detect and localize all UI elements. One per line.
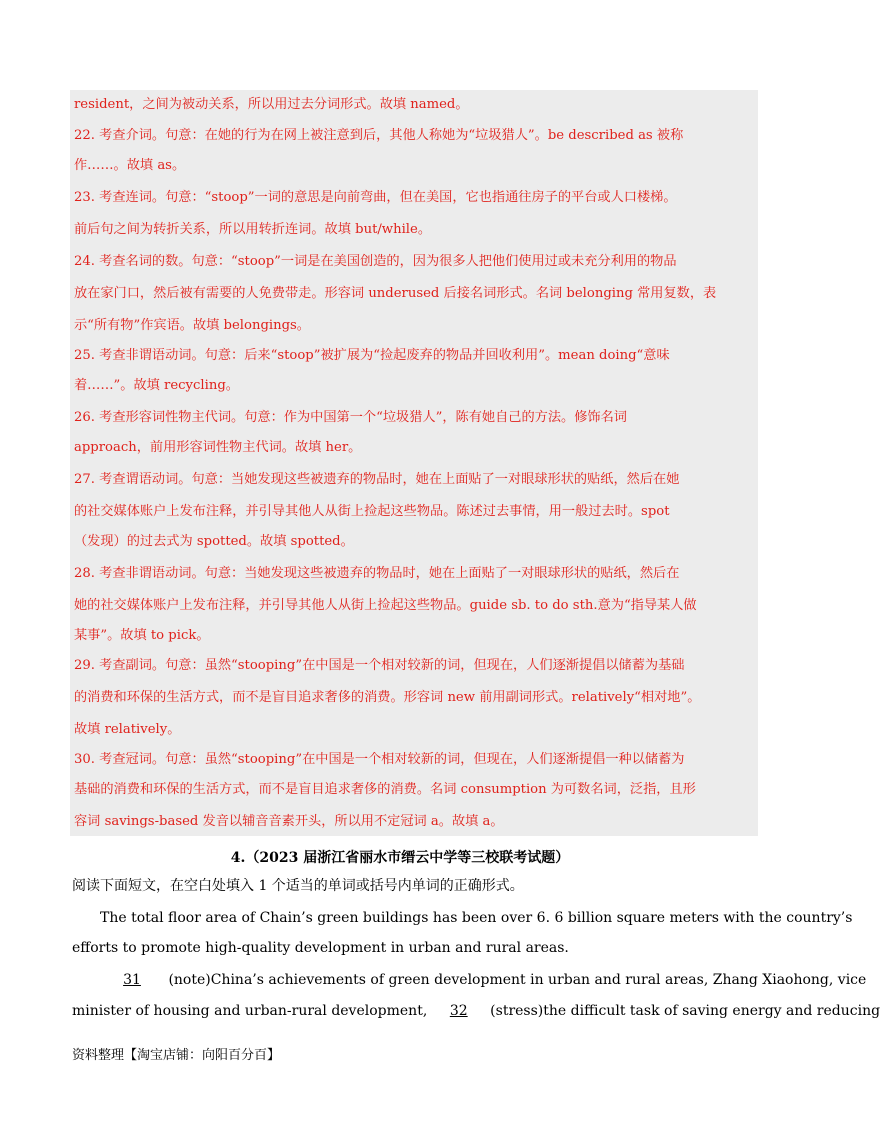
answer-line: 25. 考查非谓语动词。句意：后来“stoop”被扩展为“捡起废弃的物品并回收利用”。mean doing“意味 — [74, 348, 670, 363]
section-title: 4.（2023 届浙江省丽水市缙云中学等三校联考试题） — [230, 850, 570, 866]
passage-text: minister of housing and urban-rural development, — [72, 1003, 432, 1019]
answer-line: 作……。故填 as。 — [74, 158, 186, 173]
answer-line: 前后句之间为转折关系，所以用转折连词。故填 but/while。 — [74, 222, 432, 237]
answer-explanations-box — [70, 90, 758, 836]
answer-line: approach，前用形容词性物主代词。故填 her。 — [74, 440, 362, 455]
passage-line — [100, 970, 866, 990]
answer-line: 的社交媒体账户上发布注释，并引导其他人从街上捡起这些物品。陈述过去事情，用一般过去时。spot — [74, 504, 670, 519]
blank-31: 31 — [123, 972, 141, 988]
answer-line: resident，之间为被动关系，所以用过去分词形式。故填 named。 — [74, 97, 469, 112]
answer-line: 故填 relatively。 — [74, 722, 181, 737]
answer-line: 29. 考查副词。句意：虽然“stooping”在中国是一个相对较新的词，但现在，人们逐渐提倡以储蓄为基础 — [74, 658, 685, 673]
answer-line: 着……”。故填 recycling。 — [74, 378, 239, 393]
instruction-text: 阅读下面短文，在空白处填入 1 个适当的单词或括号内单词的正确形式。 — [72, 878, 524, 894]
answer-line: 24. 考查名词的数。句意：“stoop”一词是在美国创造的，因为很多人把他们使用过或未充分利用的物品 — [74, 254, 677, 269]
page-footer: 资料整理【淘宝店铺：向阳百分百】 — [72, 1048, 281, 1063]
answer-line: 示“所有物”作宾语。故填 belongings。 — [74, 318, 310, 333]
answer-line: 28. 考查非谓语动词。句意：当她发现这些被遗弃的物品时，她在上面贴了一对眼球形状的贴纸，然后在 — [74, 566, 680, 581]
answer-line: 某事”。故填 to pick。 — [74, 628, 210, 643]
answer-line: 容词 savings-based 发音以辅音音素开头，所以用不定冠词 a。故填 a。 — [74, 814, 504, 829]
answer-line: 的消费和环保的生活方式，而不是盲目追求奢侈的消费。形容词 new 前用副词形式。relatively“相对地”。 — [74, 690, 701, 705]
passage-text: (stress)the difficult task of saving energy and reducing — [485, 1003, 880, 1019]
passage-line: The total floor area of Chain’s green buildings has been over 6. 6 billion square meters with the country’s — [100, 910, 853, 926]
answer-line: 放在家门口，然后被有需要的人免费带走。形容词 underused 后接名词形式。名词 belonging 常用复数，表 — [74, 286, 717, 301]
blank-32: 32 — [449, 1003, 468, 1019]
answer-line: 基础的消费和环保的生活方式，而不是盲目追求奢侈的消费。名词 consumption 为可数名词，泛指，且形 — [74, 782, 696, 797]
answer-line: 22. 考查介词。句意：在她的行为在网上被注意到后，其他人称她为“垃圾猎人”。be described as 被称 — [74, 128, 684, 143]
answer-line: （发现）的过去式为 spotted。故填 spotted。 — [74, 534, 354, 549]
answer-line: 27. 考查谓语动词。句意：当她发现这些被遗弃的物品时，她在上面贴了一对眼球形状的贴纸，然后在她 — [74, 472, 680, 487]
answer-line: 23. 考查连词。句意：“stoop”一词的意思是向前弯曲，但在美国，它也指通往房子的平台或人口楼梯。 — [74, 190, 677, 205]
passage-line: efforts to promote high-quality development in urban and rural areas. — [72, 940, 569, 956]
answer-line: 26. 考查形容词性物主代词。句意：作为中国第一个“垃圾猎人”，陈有她自己的方法。修饰名词 — [74, 410, 627, 425]
answer-line: 30. 考查冠词。句意：虽然“stooping”在中国是一个相对较新的词，但现在，人们逐渐提倡一种以储蓄为 — [74, 752, 685, 767]
passage-text: (note)China’s achievements of green development in urban and rural areas, Zhang Xiaohong, vice — [164, 972, 867, 988]
passage-line — [72, 1001, 880, 1021]
answer-line: 她的社交媒体账户上发布注释，并引导其他人从街上捡起这些物品。guide sb. to do sth.意为“指导某人做 — [74, 598, 697, 613]
